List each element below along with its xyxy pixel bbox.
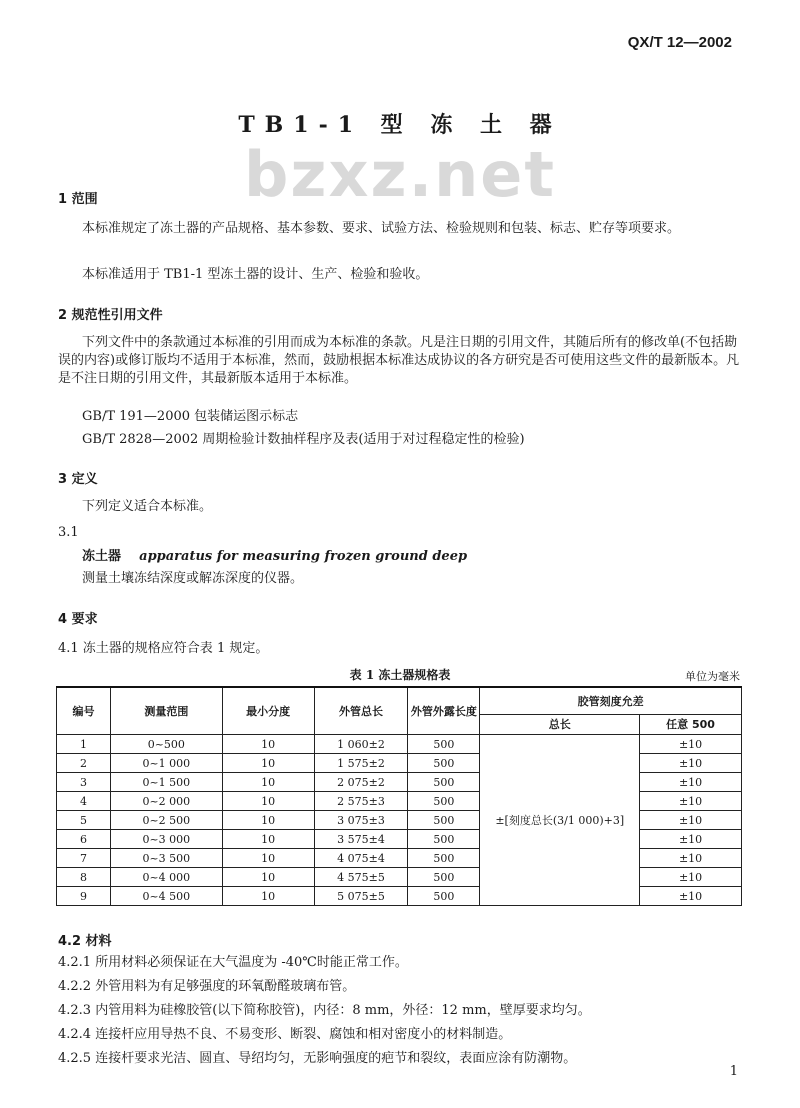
table-row — [57, 868, 742, 887]
section-1-paragraph-1: 本标准规定了冻土器的产品规格、基本参数、要求、试验方法、检验规则和包装、标志、贮存等项要求。 — [82, 221, 681, 236]
cell-outer-length: 2 575±3 — [314, 792, 408, 811]
clause-4-2-5: 4.2.5 连接杆要求光洁、圆直、导绍均匀，无影响强度的疤节和裂纹，表面应涂有防潮物。 — [58, 1051, 577, 1066]
cell-any-500-tolerance: ±10 — [640, 754, 742, 773]
clause-4-2: 4.2 材料 — [58, 934, 112, 949]
cell-min-division: 10 — [222, 773, 314, 792]
cell-no: 6 — [57, 830, 111, 849]
cell-outer-length: 4 575±5 — [314, 868, 408, 887]
clause-3-1: 3.1 — [58, 525, 79, 540]
section-1-paragraph-2: 本标准适用于 TB1-1 型冻土器的设计、生产、检验和验收。 — [82, 267, 429, 282]
table-unit: 单位为毫米 — [685, 670, 740, 683]
cell-any-500-tolerance: ±10 — [640, 792, 742, 811]
cell-outer-exposed: 500 — [408, 868, 480, 887]
cell-no: 3 — [57, 773, 111, 792]
header-tolerance-group: 胶管刻度允差 — [480, 687, 742, 714]
section-2-paragraph-1: 下列文件中的条款通过本标准的引用而成为本标准的条款。凡是注日期的引用文件，其随后所有的修改单(不包括勘误的内容)或修订版均不适用于本标准，然而，鼓励根据本标准达成协议的各方研究是否可使用这些文件的最新版本。凡是不注日期的引用文件，其最新版本适用于本标准。 — [58, 335, 740, 386]
cell-no: 2 — [57, 754, 111, 773]
cell-no: 8 — [57, 868, 111, 887]
cell-min-division: 10 — [222, 868, 314, 887]
cell-outer-length: 5 075±5 — [314, 887, 408, 906]
cell-outer-length: 2 075±2 — [314, 773, 408, 792]
cell-any-500-tolerance: ±10 — [640, 811, 742, 830]
page-title: TB1-1 型 冻 土 器 — [238, 112, 562, 138]
cell-min-division: 10 — [222, 735, 314, 754]
clause-4-2-2: 4.2.2 外管用料为有足够强度的环氧酚醛玻璃布管。 — [58, 979, 356, 994]
cell-no: 1 — [57, 735, 111, 754]
section-4-heading: 4 要求 — [58, 612, 98, 627]
term-definition: 测量土壤冻结深度或解冻深度的仪器。 — [82, 571, 304, 586]
cell-no: 9 — [57, 887, 111, 906]
clause-4-2-3: 4.2.3 内管用料为硅橡胶管(以下简称胶管)，内径：8 mm，外径：12 mm，壁厚要求均匀。 — [58, 1003, 591, 1018]
cell-outer-length: 4 075±4 — [314, 849, 408, 868]
table-row — [57, 849, 742, 868]
clause-4-1: 4.1 冻土器的规格应符合表 1 规定。 — [58, 641, 269, 656]
header-outer-length: 外管总长 — [314, 687, 408, 735]
header-no: 编号 — [57, 687, 111, 735]
cell-outer-exposed: 500 — [408, 811, 480, 830]
table-row — [57, 830, 742, 849]
header-total: 总长 — [480, 714, 640, 734]
cell-outer-exposed: 500 — [408, 754, 480, 773]
cell-range: 0~3 500 — [110, 849, 222, 868]
table-row — [57, 754, 742, 773]
cell-no: 5 — [57, 811, 111, 830]
cell-outer-length: 1 060±2 — [314, 735, 408, 754]
cell-min-division: 10 — [222, 792, 314, 811]
header-range: 测量范围 — [110, 687, 222, 735]
clause-4-2-4: 4.2.4 连接杆应用导热不良、不易变形、断裂、腐蚀和相对密度小的材料制造。 — [58, 1027, 512, 1042]
page-number: 1 — [729, 1064, 738, 1079]
document-number: QX/T 12—2002 — [627, 34, 732, 51]
cell-range: 0~2 500 — [110, 811, 222, 830]
cell-min-division: 10 — [222, 887, 314, 906]
cell-min-division: 10 — [222, 754, 314, 773]
cell-any-500-tolerance: ±10 — [640, 830, 742, 849]
cell-outer-length: 1 575±2 — [314, 754, 408, 773]
cell-total-tolerance: ±[刻度总长(3/1 000)+3] — [480, 735, 640, 906]
table-row — [57, 811, 742, 830]
header-min-division: 最小分度 — [222, 687, 314, 735]
section-2-heading: 2 规范性引用文件 — [58, 308, 163, 323]
reference-1: GB/T 191—2000 包装储运图示标志 — [82, 409, 299, 424]
cell-range: 0~1 500 — [110, 773, 222, 792]
cell-outer-exposed: 500 — [408, 773, 480, 792]
cell-no: 4 — [57, 792, 111, 811]
header-any-500: 任意 500 — [640, 714, 742, 734]
cell-range: 0~2 000 — [110, 792, 222, 811]
cell-any-500-tolerance: ±10 — [640, 868, 742, 887]
table-row — [57, 773, 742, 792]
table-row — [57, 792, 742, 811]
cell-range: 0~4 000 — [110, 868, 222, 887]
spec-table — [56, 686, 742, 906]
table-row — [57, 887, 742, 906]
cell-range: 0~500 — [110, 735, 222, 754]
cell-outer-exposed: 500 — [408, 849, 480, 868]
clause-4-2-1: 4.2.1 所用材料必须保证在大气温度为 -40℃时能正常工作。 — [58, 955, 408, 970]
cell-min-division: 10 — [222, 830, 314, 849]
section-1-heading: 1 范围 — [58, 192, 98, 207]
cell-outer-length: 3 075±3 — [314, 811, 408, 830]
cell-outer-exposed: 500 — [408, 887, 480, 906]
cell-any-500-tolerance: ±10 — [640, 773, 742, 792]
cell-outer-exposed: 500 — [408, 792, 480, 811]
watermark: bzxz.net — [244, 138, 556, 211]
reference-2: GB/T 2828—2002 周期检验计数抽样程序及表(适用于对过程稳定性的检验) — [82, 432, 525, 447]
cell-range: 0~1 000 — [110, 754, 222, 773]
table-caption: 表 1 冻土器规格表 — [349, 668, 451, 682]
term-chinese: 冻土器 — [82, 549, 122, 564]
cell-min-division: 10 — [222, 811, 314, 830]
cell-any-500-tolerance: ±10 — [640, 887, 742, 906]
cell-any-500-tolerance: ±10 — [640, 849, 742, 868]
section-3-heading: 3 定义 — [58, 472, 98, 487]
cell-range: 0~4 500 — [110, 887, 222, 906]
cell-outer-exposed: 500 — [408, 735, 480, 754]
cell-no: 7 — [57, 849, 111, 868]
cell-any-500-tolerance: ±10 — [640, 735, 742, 754]
header-outer-exposed: 外管外露长度 — [408, 687, 480, 735]
table-row — [57, 735, 742, 754]
term-english: apparatus for measuring frozen ground deep — [139, 549, 468, 564]
cell-outer-length: 3 575±4 — [314, 830, 408, 849]
section-3-paragraph-1: 下列定义适合本标准。 — [82, 499, 213, 514]
cell-min-division: 10 — [222, 849, 314, 868]
cell-outer-exposed: 500 — [408, 830, 480, 849]
cell-range: 0~3 000 — [110, 830, 222, 849]
